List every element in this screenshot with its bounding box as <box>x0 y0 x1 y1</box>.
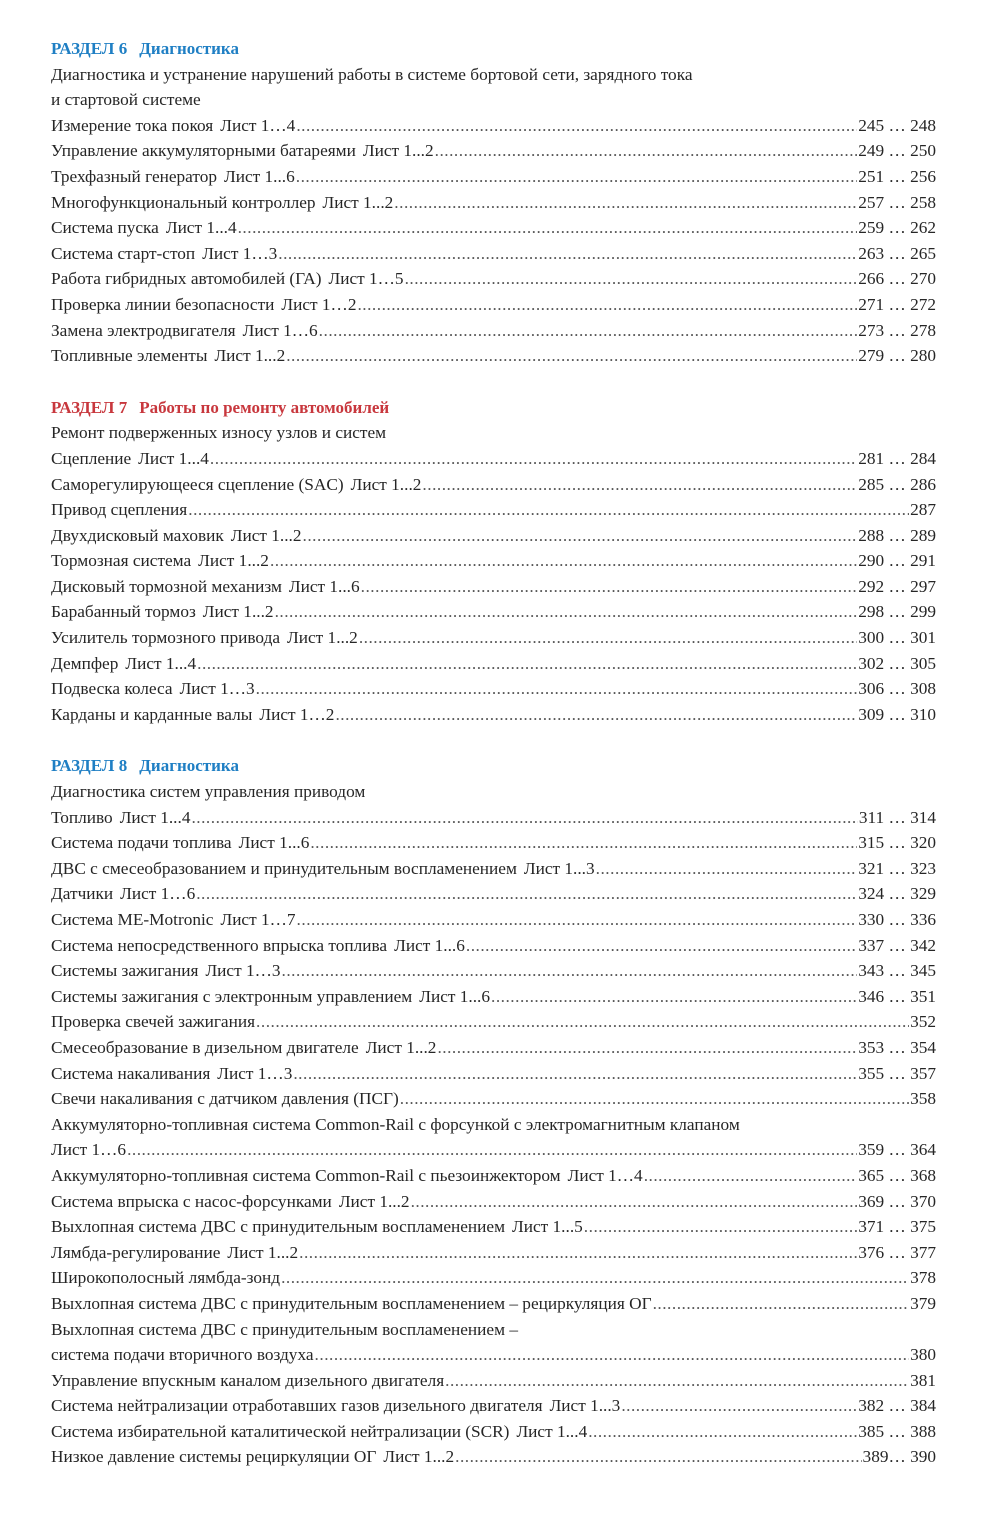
toc-entry-label: Управление впускным каналом дизельного двигателя <box>51 1370 445 1390</box>
toc-entry-pages: 371 … 375 <box>858 1217 936 1237</box>
toc-entry <box>51 1009 936 1035</box>
section-number: РАЗДЕЛ 6 <box>51 39 128 58</box>
toc-entry <box>51 856 936 882</box>
toc-entry-pages: 355 … 357 <box>858 1063 936 1083</box>
toc-entry-sheets: Лист 1...2 <box>338 1191 410 1211</box>
toc-entry <box>51 1368 936 1394</box>
toc-entry-pages: 376 … 377 <box>858 1242 936 1262</box>
dot-leader <box>335 702 857 728</box>
toc-entry-pages: 378 <box>910 1268 936 1288</box>
toc-entry <box>51 599 936 625</box>
toc-entry-sheets: Лист 1…3 <box>179 679 255 699</box>
toc-entry-pages: 385 … 388 <box>858 1421 936 1441</box>
toc-entry-label: Дисковый тормозной механизм <box>51 576 282 596</box>
toc-entry-sheets: Лист 1...2 <box>365 1037 437 1057</box>
toc-entry-label: Система впрыска с насос-форсунками <box>51 1191 332 1211</box>
dot-leader <box>275 599 858 625</box>
toc-entry-label: Демпфер <box>51 653 119 673</box>
toc-entry-title <box>51 113 295 139</box>
dot-leader <box>286 343 857 369</box>
toc-entry-pages: 306 … 308 <box>858 679 936 699</box>
toc-entry-sheets: Лист 1…5 <box>328 269 404 289</box>
toc-entry-label: Двухдисковый маховик <box>51 525 224 545</box>
section-subtitle: и стартовой системе <box>51 90 201 110</box>
toc-entry-sheets: Лист 1...4 <box>165 218 237 238</box>
toc-entry <box>51 138 936 164</box>
section-subtitle: Диагностика систем управления приводом <box>51 782 366 802</box>
toc-entry <box>51 625 936 651</box>
toc-entry-title <box>51 164 295 190</box>
dot-leader <box>411 1189 858 1215</box>
toc-entry-title <box>51 548 269 574</box>
toc-entry <box>51 907 936 933</box>
dot-leader <box>197 651 857 677</box>
section-number: РАЗДЕЛ 8 <box>51 756 128 776</box>
dot-leader <box>491 984 857 1010</box>
toc-entry-label: Системы зажигания <box>51 961 199 981</box>
toc-entry-sheets: Лист 1...2 <box>383 1447 455 1467</box>
toc-entry-title <box>51 1214 583 1240</box>
toc-entry-title <box>51 933 465 959</box>
toc-entry-sheets: Лист 1...6 <box>288 576 360 596</box>
toc-entry-pages: 259 … 262 <box>858 218 936 238</box>
toc-entry-title <box>51 676 255 702</box>
toc-entry-title <box>51 215 237 241</box>
toc-entry-pages: 273 … 278 <box>858 320 936 340</box>
toc-entry-title <box>51 1137 126 1163</box>
toc-entry-label: Подвеска колеса <box>51 679 173 699</box>
toc-entry-label: Выхлопная система ДВС с принудительным воспламенением <box>51 1217 506 1237</box>
toc-entry-label: Датчики <box>51 884 114 904</box>
section-title: Работы по ремонту автомобилей <box>139 397 390 417</box>
toc-entry-sheets: Лист 1...2 <box>350 474 422 494</box>
toc-entry-title <box>51 241 277 267</box>
toc-entry-label: Топливные элементы <box>51 346 208 366</box>
dot-leader <box>188 497 909 523</box>
toc-entry-sheets: Лист 1...6 <box>238 833 310 853</box>
toc-entry-pages: 271 … 272 <box>858 294 936 314</box>
toc-entry-pages: 381 <box>910 1370 936 1390</box>
dot-leader <box>293 1061 857 1087</box>
dot-leader <box>296 113 857 139</box>
toc-entry-label: Система непосредственного впрыска топлива <box>51 935 388 955</box>
toc-entry-sheets: Лист 1...4 <box>516 1421 588 1441</box>
toc-entry-title <box>51 984 490 1010</box>
toc-entry-label: Широкополосный лямбда-зонд <box>51 1268 281 1288</box>
toc-entry <box>51 1189 936 1215</box>
dot-leader <box>644 1163 858 1189</box>
section-heading <box>51 753 936 779</box>
toc-entry-label: Система пуска <box>51 218 159 238</box>
toc-entry-label: Многофункциональный контроллер <box>51 192 316 212</box>
dot-leader <box>299 1240 857 1266</box>
toc-entry-pages: 337 … 342 <box>858 935 936 955</box>
toc-entry-label: Саморегулирующееся сцепление (SAC) <box>51 474 344 494</box>
dot-leader <box>127 1137 857 1163</box>
toc-entry-title <box>51 1393 620 1419</box>
toc-entry-sheets: Лист 1...2 <box>322 192 394 212</box>
toc-entry <box>51 215 936 241</box>
toc-entry-title <box>51 1444 454 1470</box>
toc-entry-sheets: Лист 1...3 <box>523 858 595 878</box>
dot-leader <box>357 292 857 318</box>
dot-leader <box>596 856 858 882</box>
section-heading <box>51 395 936 421</box>
toc-entry-label: Свечи накаливания с датчиком давления (ПСГ) <box>51 1089 399 1109</box>
toc-entry-label: Барабанный тормоз <box>51 602 196 622</box>
toc-entry-label: ДВС с смесеобразованием и принудительным воспламенением <box>51 858 517 878</box>
toc-entry-label: Тормозная система <box>51 551 192 571</box>
toc-entry-pages: 245 … 248 <box>858 115 936 135</box>
toc-entry-label: Системы зажигания с электронным управлением <box>51 986 413 1006</box>
toc-entry-title <box>51 1368 444 1394</box>
toc-entry-pages: 380 <box>910 1345 936 1365</box>
dot-leader <box>400 1086 909 1112</box>
toc-entry-title <box>51 1342 314 1368</box>
toc-entry-title <box>51 1163 643 1189</box>
toc-entry <box>51 881 936 907</box>
toc-entry-label: Усилитель тормозного привода <box>51 628 281 648</box>
toc-entry-label: Проверка свечей зажигания <box>51 1012 256 1032</box>
dot-leader <box>296 164 857 190</box>
toc-entry <box>51 190 936 216</box>
toc-entry-label: Работа гибридных автомобилей (ГА) <box>51 269 322 289</box>
dot-leader <box>210 446 857 472</box>
dot-leader <box>256 1009 909 1035</box>
toc-entry-title <box>51 805 190 831</box>
toc-entry-title <box>51 1240 298 1266</box>
toc-entry-pages: 352 <box>910 1012 936 1032</box>
toc-entry <box>51 292 936 318</box>
dot-leader <box>297 907 858 933</box>
dot-leader <box>445 1368 909 1394</box>
toc-entry-title <box>51 266 404 292</box>
toc-entry-title <box>51 1419 587 1445</box>
toc-entry-pages: 311 … 314 <box>858 807 936 827</box>
toc-entry-sheets: Лист 1...4 <box>125 653 197 673</box>
toc-entry-sheets: Лист 1…3 <box>217 1063 293 1083</box>
toc-entry <box>51 574 936 600</box>
toc-section <box>51 36 936 369</box>
toc-entry-label: Аккумуляторно-топливная система Common-Rail с форсункой с электромагнитным клапаном <box>51 1114 740 1134</box>
toc-entry-title <box>51 446 209 472</box>
toc-entry-label: Управление аккумуляторными батареями <box>51 141 356 161</box>
toc-entry-title <box>51 472 421 498</box>
dot-leader <box>394 190 857 216</box>
dot-leader <box>422 472 857 498</box>
toc-entry-title <box>51 1265 280 1291</box>
toc-entry-title <box>51 1291 652 1317</box>
toc-entry-label: Система ME-Motronic <box>51 910 214 929</box>
toc-entry-pages: 330 … 336 <box>858 910 936 929</box>
toc-entry-pages: 281 … 284 <box>858 448 936 468</box>
toc-entry-sheets: Лист 1…3 <box>202 243 278 263</box>
section-subtitle: Ремонт подверженных износу узлов и систем <box>51 423 387 443</box>
toc-entry-title <box>51 625 358 651</box>
toc-entry-pages: 382 … 384 <box>858 1396 936 1416</box>
toc-entry <box>51 1393 936 1419</box>
toc-entry-pages: 266 … 270 <box>858 269 936 289</box>
toc-entry-pages: 389… 390 <box>862 1447 936 1467</box>
toc-entry <box>51 651 936 677</box>
toc-entry-label: Система накаливания <box>51 1063 211 1083</box>
toc-entry-title <box>51 497 187 523</box>
toc-entry-sheets: Лист 1...6 <box>394 935 465 955</box>
dot-leader <box>310 830 857 856</box>
toc-entry <box>51 1342 936 1368</box>
dot-leader <box>282 958 858 984</box>
toc-entry-label: Карданы и карданные валы <box>51 704 253 724</box>
dot-leader <box>455 1444 861 1470</box>
toc-entry <box>51 984 936 1010</box>
toc-entry <box>51 343 936 369</box>
toc-entry-label: Аккумуляторно-топливная система Common-Rail с пьезоинжектором <box>51 1165 561 1185</box>
toc-entry-title <box>51 907 296 933</box>
toc-entry <box>51 1265 936 1291</box>
toc-entry-pages: 285 … 286 <box>858 474 936 494</box>
toc-entry-label: Система нейтрализации отработавших газов дизельного двигателя <box>51 1396 543 1416</box>
toc-entry <box>51 933 936 959</box>
toc-entry-title <box>51 523 302 549</box>
toc-entry-title <box>51 190 393 216</box>
toc-entry-title <box>51 318 318 344</box>
dot-leader <box>361 574 858 600</box>
toc-entry <box>51 1444 936 1470</box>
toc-entry-label: Выхлопная система ДВС с принудительным воспламенением – <box>51 1319 518 1339</box>
section-title: Диагностика <box>139 756 239 776</box>
toc-entry-label: Система старт-стоп <box>51 243 196 263</box>
toc-entry-pages: 302 … 305 <box>858 653 936 673</box>
toc-entry <box>51 446 936 472</box>
toc-entry-pages: 369 … 370 <box>858 1191 936 1211</box>
toc-entry-sheets: Лист 1...4 <box>119 807 191 827</box>
toc-entry-sheets: Лист 1...5 <box>512 1217 583 1237</box>
toc-entry-pages: 309 … 310 <box>858 704 936 724</box>
toc-entry-sheets: Лист 1…2 <box>281 294 357 314</box>
toc-entry-title <box>51 574 360 600</box>
toc-entry <box>51 1163 936 1189</box>
toc-entry-title <box>51 1086 399 1112</box>
dot-leader <box>270 548 857 574</box>
toc-entry-sheets: Лист 1...2 <box>198 551 269 571</box>
toc-entry <box>51 805 936 831</box>
toc-entry-pages: 315 … 320 <box>858 833 936 853</box>
toc-entry-pages: 287 <box>910 500 936 520</box>
toc-entry-label: Система подачи топлива <box>51 833 232 853</box>
toc-entry-pages: 365 … 368 <box>858 1165 936 1185</box>
section-subtitle: Диагностика и устранение нарушений работы в системе бортовой сети, зарядного тока <box>51 64 693 84</box>
toc-section <box>51 753 936 1470</box>
toc-entry-pages: 324 … 329 <box>858 884 936 904</box>
toc-entry-sheets: Лист 1...2 <box>362 141 434 161</box>
toc-entry-sheets: Лист 1...4 <box>138 448 209 468</box>
toc-entry <box>51 1061 936 1087</box>
section-title: Диагностика <box>139 39 239 58</box>
toc-entry-label: Замена электродвигателя <box>51 320 236 340</box>
toc-entry-pages: 379 <box>910 1293 936 1313</box>
toc-entry <box>51 1419 936 1445</box>
toc-entry <box>51 318 936 344</box>
toc-entry-label: Привод сцепления <box>51 500 188 520</box>
dot-leader <box>278 241 857 267</box>
toc-entry-title <box>51 856 595 882</box>
toc-entry-pages: 263 … 265 <box>858 243 936 263</box>
toc-entry-pages: 249 … 250 <box>858 141 936 161</box>
toc-entry <box>51 523 936 549</box>
toc-entry-pages: 298 … 299 <box>858 602 936 622</box>
toc-entry-label: Низкое давление системы рециркуляции ОГ <box>51 1447 377 1467</box>
toc-entry-pages: 358 <box>910 1089 936 1109</box>
toc-entry <box>51 497 936 523</box>
toc-entry <box>51 1240 936 1266</box>
toc-entry-label: Выхлопная система ДВС с принудительным воспламенением – рециркуляция ОГ <box>51 1293 652 1313</box>
toc-entry <box>51 548 936 574</box>
toc-entry-label: Лист 1…6 <box>51 1140 127 1160</box>
dot-leader <box>281 1265 909 1291</box>
toc-entry <box>51 1214 936 1240</box>
toc-entry-sheets: Лист 1...3 <box>549 1396 621 1416</box>
toc-entry-sheets: Лист 1…2 <box>259 704 335 724</box>
toc-entry-pages: 321 … 323 <box>858 858 936 878</box>
toc-entry-title <box>51 702 334 728</box>
toc-entry <box>51 472 936 498</box>
toc-entry-label: Трехфазный генератор <box>51 166 218 186</box>
toc-entry-pages: 292 … 297 <box>858 576 936 596</box>
dot-leader <box>435 138 858 164</box>
toc-entry-title <box>51 958 281 984</box>
toc-entry-sheets: Лист 1…4 <box>567 1165 643 1185</box>
toc-entry-pages: 359 … 364 <box>858 1140 936 1160</box>
toc-entry <box>51 113 936 139</box>
toc-entry-title <box>51 830 309 856</box>
toc-entry <box>51 702 936 728</box>
dot-leader <box>359 625 857 651</box>
toc-entry-sheets: Лист 1...2 <box>287 628 358 648</box>
toc-entry-label: Лямбда-регулирование <box>51 1242 221 1262</box>
toc-entry <box>51 266 936 292</box>
toc-entry-title <box>51 1035 436 1061</box>
toc-entry-label: Сцепление <box>51 448 132 468</box>
toc-entry-pages: 279 … 280 <box>858 346 936 366</box>
toc-entry-label: Смесеобразование в дизельном двигателе <box>51 1037 359 1057</box>
dot-leader <box>584 1214 857 1240</box>
toc-entry-title <box>51 1189 410 1215</box>
dot-leader <box>437 1035 857 1061</box>
toc-entry-title <box>51 1009 255 1035</box>
toc-entry-sheets: Лист 1…4 <box>220 115 296 135</box>
toc-entry <box>51 676 936 702</box>
toc-entry-sheets: Лист 1…6 <box>120 884 196 904</box>
toc-entry-pages: 346 … 351 <box>858 986 936 1006</box>
toc-entry <box>51 958 936 984</box>
toc-entry <box>51 1137 936 1163</box>
toc-entry-sheets: Лист 1…6 <box>242 320 318 340</box>
toc-entry-pages: 290 … 291 <box>858 551 936 571</box>
dot-leader <box>405 266 858 292</box>
dot-leader <box>315 1342 910 1368</box>
toc-entry-sheets: Лист 1...2 <box>202 602 274 622</box>
toc-entry-pages: 343 … 345 <box>858 961 936 981</box>
toc-entry-sheets: Лист 1...2 <box>214 346 286 366</box>
toc-entry-title <box>51 1061 292 1087</box>
toc-entry <box>51 830 936 856</box>
toc-entry-label: Система избирательной каталитической нейтрализации (SCR) <box>51 1421 510 1441</box>
toc-entry-pages: 300 … 301 <box>858 628 936 648</box>
section-heading <box>51 36 936 62</box>
toc-entry-title <box>51 343 285 369</box>
toc-entry-sheets: Лист 1...6 <box>419 986 491 1006</box>
toc-entry <box>51 164 936 190</box>
dot-leader <box>191 805 857 831</box>
toc-entry-pages: 251 … 256 <box>858 166 936 186</box>
toc-entry-title <box>51 138 434 164</box>
toc-entry-title <box>51 292 356 318</box>
toc-entry-pages: 257 … 258 <box>858 192 936 212</box>
toc-entry-label: Измерение тока покоя <box>51 115 214 135</box>
dot-leader <box>653 1291 909 1317</box>
dot-leader <box>319 318 858 344</box>
toc-entry-pages: 288 … 289 <box>858 525 936 545</box>
toc-entry <box>51 241 936 267</box>
toc-section <box>51 395 936 728</box>
dot-leader <box>466 933 857 959</box>
toc-entry-title <box>51 651 196 677</box>
dot-leader <box>196 881 857 907</box>
toc-entry <box>51 1291 936 1317</box>
toc-entry-sheets: Лист 1...6 <box>224 166 295 186</box>
toc-entry-title <box>51 599 274 625</box>
dot-leader <box>588 1419 857 1445</box>
toc-entry-label: Топливо <box>51 807 113 827</box>
dot-leader <box>303 523 858 549</box>
toc-entry-sheets: Лист 1...2 <box>227 1242 299 1262</box>
section-number: РАЗДЕЛ 7 <box>51 397 128 417</box>
toc-entry-label: Проверка линии безопасности <box>51 294 275 314</box>
dot-leader <box>621 1393 857 1419</box>
toc-entry-label: система подачи вторичного воздуха <box>51 1345 314 1365</box>
toc-entry-sheets: Лист 1…7 <box>220 910 296 929</box>
toc-entry-pages: 353 … 354 <box>858 1037 936 1057</box>
toc-entry <box>51 1086 936 1112</box>
toc-entry-sheets: Лист 1…3 <box>205 961 281 981</box>
toc-entry-title <box>51 881 195 907</box>
toc-entry <box>51 1035 936 1061</box>
toc-entry-sheets: Лист 1...2 <box>230 525 302 545</box>
dot-leader <box>256 676 858 702</box>
dot-leader <box>238 215 858 241</box>
